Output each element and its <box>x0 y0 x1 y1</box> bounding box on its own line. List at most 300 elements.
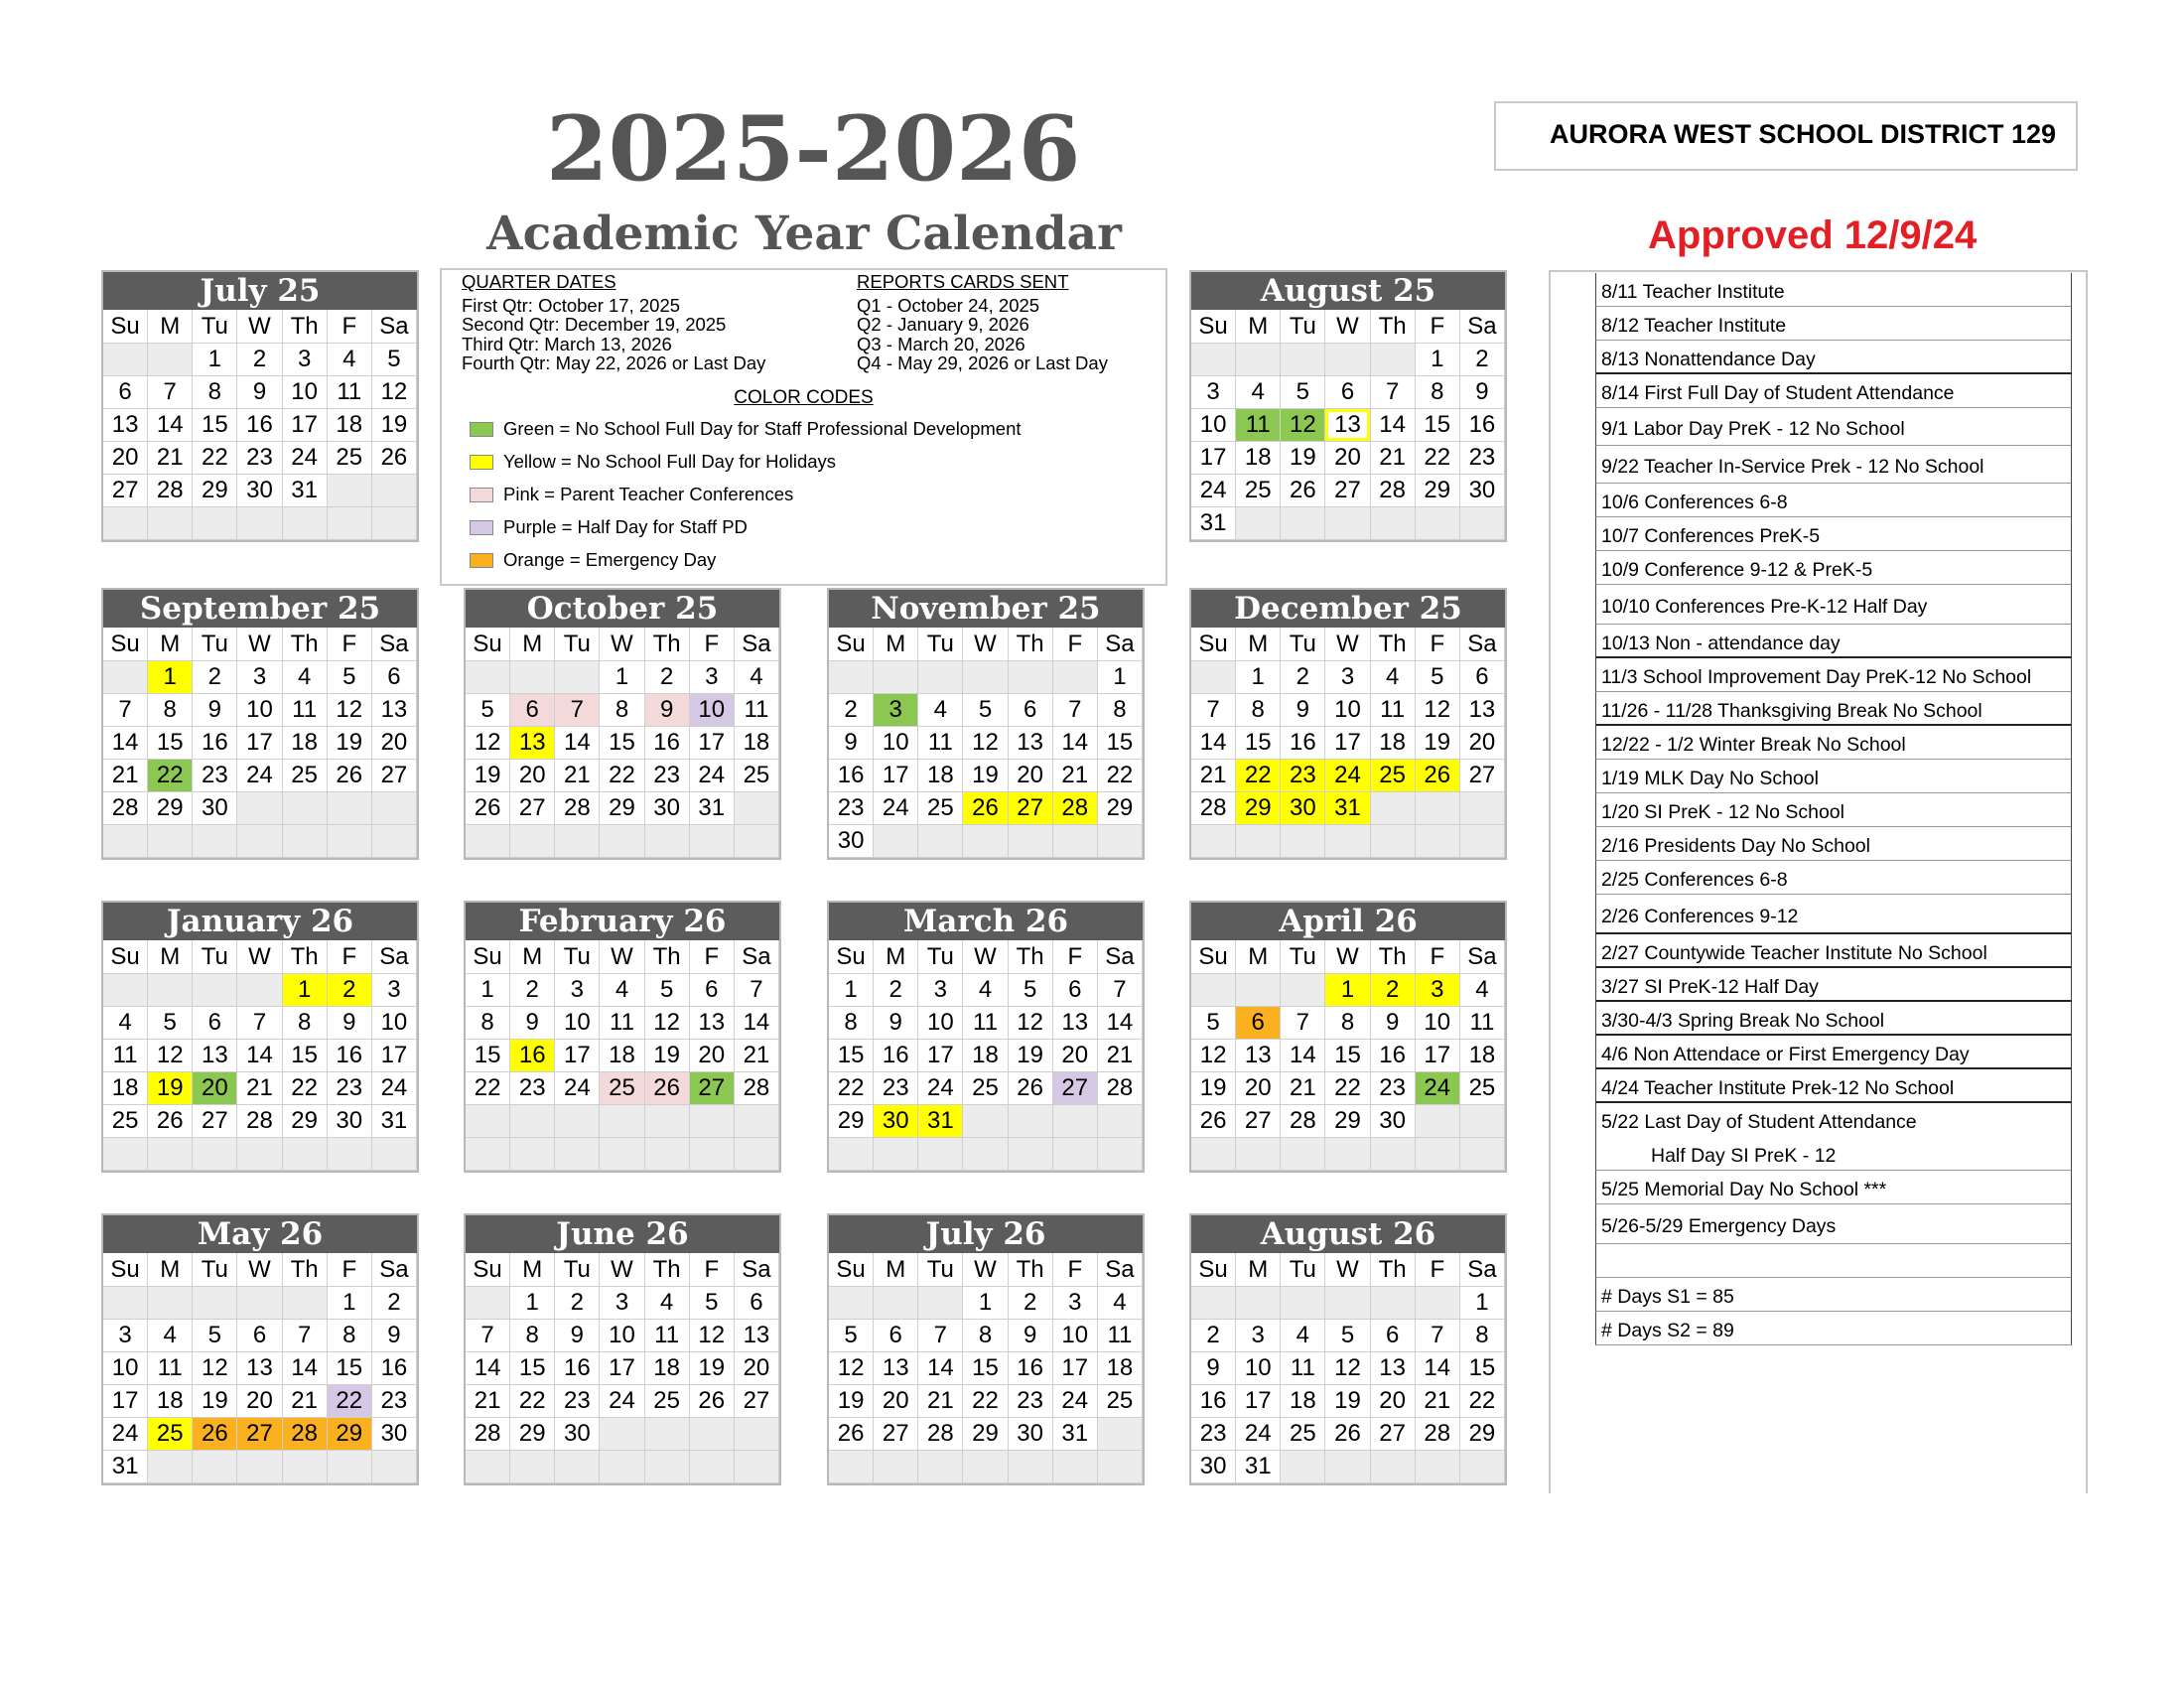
day-header: W <box>237 1253 282 1287</box>
day-cell: 29 <box>963 1418 1008 1451</box>
day-cell: 7 <box>148 376 193 409</box>
day-cell: 12 <box>193 1352 237 1385</box>
day-cell: 3 <box>283 344 328 376</box>
empty-day-cell <box>600 825 644 858</box>
day-header: Th <box>1371 310 1416 344</box>
empty-day-cell <box>690 1138 735 1171</box>
day-cell: 18 <box>735 727 779 760</box>
day-cell: 18 <box>283 727 328 760</box>
day-header: Su <box>1191 940 1236 974</box>
day-header: M <box>510 1253 555 1287</box>
empty-day-cell <box>466 661 510 694</box>
month-grid <box>1191 628 1505 858</box>
month-grid <box>103 940 417 1171</box>
day-header: Su <box>829 940 874 974</box>
day-header: W <box>963 1253 1008 1287</box>
day-cell: 3 <box>555 974 600 1007</box>
quarter-date-item: First Qtr: October 17, 2025 <box>462 294 681 316</box>
day-cell: 22 <box>963 1385 1008 1418</box>
empty-day-cell <box>1281 1451 1325 1483</box>
empty-day-cell <box>103 1287 148 1320</box>
day-cell: 27 <box>103 475 148 507</box>
day-cell: 21 <box>1098 1040 1143 1072</box>
event-row: 10/7 Conferences PreK-5 <box>1595 517 2072 551</box>
day-cell: 30 <box>1460 475 1505 507</box>
empty-day-cell <box>918 1138 963 1171</box>
day-header: M <box>1236 940 1281 974</box>
day-cell: 22 <box>283 1072 328 1105</box>
day-cell: 27 <box>1460 760 1505 792</box>
day-cell: 19 <box>372 409 417 442</box>
day-cell: 15 <box>963 1352 1008 1385</box>
empty-day-cell <box>237 1138 282 1171</box>
event-row: 11/26 - 11/28 Thanksgiving Break No School <box>1595 692 2072 726</box>
month-calendar <box>1189 901 1507 1173</box>
day-cell: 15 <box>193 409 237 442</box>
day-cell: 20 <box>1371 1385 1416 1418</box>
empty-day-cell <box>372 475 417 507</box>
day-cell: 4 <box>1236 376 1281 409</box>
empty-day-cell <box>1009 825 1053 858</box>
empty-day-cell <box>193 825 237 858</box>
empty-day-cell <box>1371 792 1416 825</box>
day-cell: 29 <box>510 1418 555 1451</box>
day-cell: 28 <box>918 1418 963 1451</box>
empty-day-cell <box>1053 1138 1098 1171</box>
day-cell: 2 <box>645 661 690 694</box>
day-cell: 23 <box>193 760 237 792</box>
empty-day-cell <box>829 661 874 694</box>
day-header: Sa <box>372 628 417 661</box>
month-calendar <box>1189 588 1507 860</box>
empty-day-cell <box>372 1451 417 1483</box>
day-cell: 6 <box>1460 661 1505 694</box>
day-cell: 5 <box>1191 1007 1236 1040</box>
event-row: 3/27 SI PreK-12 Half Day <box>1595 968 2072 1002</box>
day-header: Tu <box>193 310 237 344</box>
day-header: M <box>148 628 193 661</box>
day-cell: 4 <box>103 1007 148 1040</box>
day-cell: 2 <box>328 974 372 1007</box>
day-cell: 30 <box>1009 1418 1053 1451</box>
empty-day-cell <box>645 1105 690 1138</box>
day-cell: 26 <box>1281 475 1325 507</box>
day-cell: 30 <box>1191 1451 1236 1483</box>
day-cell: 18 <box>328 409 372 442</box>
day-header: Th <box>645 1253 690 1287</box>
day-cell: 21 <box>237 1072 282 1105</box>
day-header: Tu <box>918 1253 963 1287</box>
day-header: F <box>1053 940 1098 974</box>
event-row: 12/22 - 1/2 Winter Break No School <box>1595 726 2072 760</box>
day-cell: 26 <box>963 792 1008 825</box>
day-header: Su <box>1191 628 1236 661</box>
day-cell: 8 <box>193 376 237 409</box>
day-cell: 13 <box>103 409 148 442</box>
day-cell: 27 <box>510 792 555 825</box>
day-cell: 7 <box>1281 1007 1325 1040</box>
empty-day-cell <box>645 825 690 858</box>
day-cell: 6 <box>372 661 417 694</box>
day-cell: 9 <box>237 376 282 409</box>
day-cell: 8 <box>963 1320 1008 1352</box>
day-cell: 14 <box>466 1352 510 1385</box>
day-cell: 21 <box>103 760 148 792</box>
day-cell: 21 <box>1053 760 1098 792</box>
empty-day-cell <box>328 792 372 825</box>
day-cell: 1 <box>963 1287 1008 1320</box>
day-cell: 10 <box>237 694 282 727</box>
day-cell: 5 <box>690 1287 735 1320</box>
day-cell: 11 <box>600 1007 644 1040</box>
day-cell: 22 <box>510 1385 555 1418</box>
month-calendar <box>464 1213 781 1485</box>
day-cell: 12 <box>1416 694 1460 727</box>
day-cell: 14 <box>918 1352 963 1385</box>
day-cell: 1 <box>1416 344 1460 376</box>
day-cell: 5 <box>645 974 690 1007</box>
day-header: Sa <box>372 940 417 974</box>
legend-label: Pink = Parent Teacher Conferences <box>503 484 794 504</box>
month-title: July 25 <box>103 272 417 310</box>
day-header: Su <box>103 940 148 974</box>
day-cell: 30 <box>645 792 690 825</box>
day-cell: 16 <box>1460 409 1505 442</box>
day-cell: 22 <box>466 1072 510 1105</box>
day-cell: 18 <box>1371 727 1416 760</box>
empty-day-cell <box>466 1287 510 1320</box>
day-cell: 6 <box>1371 1320 1416 1352</box>
event-row: 2/25 Conferences 6-8 <box>1595 861 2072 895</box>
day-cell: 27 <box>1053 1072 1098 1105</box>
day-cell: 12 <box>148 1040 193 1072</box>
empty-day-cell <box>1460 507 1505 540</box>
day-cell: 1 <box>600 661 644 694</box>
day-cell: 18 <box>148 1385 193 1418</box>
day-cell: 20 <box>103 442 148 475</box>
day-cell: 23 <box>555 1385 600 1418</box>
day-cell: 5 <box>372 344 417 376</box>
day-cell: 9 <box>645 694 690 727</box>
empty-day-cell <box>328 1451 372 1483</box>
day-cell: 31 <box>690 792 735 825</box>
day-header: Sa <box>372 1253 417 1287</box>
month-grid <box>829 1253 1143 1483</box>
empty-day-cell <box>963 661 1008 694</box>
day-header: Sa <box>735 940 779 974</box>
day-header: Sa <box>735 1253 779 1287</box>
event-row: 8/11 Teacher Institute <box>1595 273 2072 307</box>
empty-day-cell <box>1281 507 1325 540</box>
day-cell: 3 <box>874 694 918 727</box>
day-cell: 28 <box>103 792 148 825</box>
calendar-title: 2025-2026 <box>546 96 1081 202</box>
day-cell: 5 <box>466 694 510 727</box>
day-cell: 24 <box>103 1418 148 1451</box>
legend-swatch <box>470 520 493 535</box>
empty-day-cell <box>1009 1451 1053 1483</box>
event-row: 2/27 Countywide Teacher Institute No School <box>1595 934 2072 968</box>
day-cell: 8 <box>1098 694 1143 727</box>
day-header: W <box>237 628 282 661</box>
day-cell: 16 <box>372 1352 417 1385</box>
quarter-dates-heading: QUARTER DATES <box>462 271 616 292</box>
month-grid <box>829 940 1143 1171</box>
day-cell: 8 <box>510 1320 555 1352</box>
day-cell: 6 <box>874 1320 918 1352</box>
day-cell: 13 <box>1460 694 1505 727</box>
day-header: Tu <box>193 628 237 661</box>
day-cell: 30 <box>372 1418 417 1451</box>
empty-day-cell <box>918 825 963 858</box>
empty-day-cell <box>148 825 193 858</box>
event-row: 1/19 MLK Day No School <box>1595 760 2072 793</box>
day-cell: 17 <box>1236 1385 1281 1418</box>
day-header: Tu <box>555 628 600 661</box>
day-header: Su <box>1191 310 1236 344</box>
month-calendar <box>827 588 1145 860</box>
empty-day-cell <box>1371 1138 1416 1171</box>
day-cell: 26 <box>148 1105 193 1138</box>
day-cell: 8 <box>1325 1007 1370 1040</box>
day-cell: 9 <box>193 694 237 727</box>
day-cell: 12 <box>690 1320 735 1352</box>
day-cell: 30 <box>874 1105 918 1138</box>
day-cell: 6 <box>1236 1007 1281 1040</box>
day-cell: 20 <box>874 1385 918 1418</box>
day-header: F <box>690 1253 735 1287</box>
day-cell: 10 <box>555 1007 600 1040</box>
empty-day-cell <box>690 1418 735 1451</box>
day-cell: 20 <box>237 1385 282 1418</box>
day-cell: 1 <box>1325 974 1370 1007</box>
day-cell: 11 <box>1371 694 1416 727</box>
day-cell: 17 <box>874 760 918 792</box>
legend-label: Green = No School Full Day for Staff Professional Development <box>503 418 1022 439</box>
day-cell: 19 <box>148 1072 193 1105</box>
day-cell: 26 <box>645 1072 690 1105</box>
day-cell: 24 <box>555 1072 600 1105</box>
day-cell: 4 <box>148 1320 193 1352</box>
month-title: July 26 <box>829 1215 1143 1253</box>
day-cell: 5 <box>829 1320 874 1352</box>
day-cell: 10 <box>372 1007 417 1040</box>
day-cell: 29 <box>283 1105 328 1138</box>
day-header: M <box>510 628 555 661</box>
day-cell: 5 <box>1325 1320 1370 1352</box>
day-cell: 13 <box>690 1007 735 1040</box>
empty-day-cell <box>1371 825 1416 858</box>
day-header: Th <box>1009 940 1053 974</box>
day-cell: 25 <box>645 1385 690 1418</box>
empty-day-cell <box>466 1105 510 1138</box>
empty-day-cell <box>963 825 1008 858</box>
month-grid <box>829 628 1143 858</box>
day-cell: 10 <box>283 376 328 409</box>
day-cell: 26 <box>193 1418 237 1451</box>
empty-day-cell <box>555 1105 600 1138</box>
day-cell: 8 <box>829 1007 874 1040</box>
day-cell: 8 <box>283 1007 328 1040</box>
day-cell: 25 <box>1460 1072 1505 1105</box>
day-cell: 13 <box>874 1352 918 1385</box>
day-header: Su <box>103 1253 148 1287</box>
day-cell: 27 <box>193 1105 237 1138</box>
day-cell: 20 <box>1236 1072 1281 1105</box>
day-cell: 19 <box>1416 727 1460 760</box>
day-cell: 27 <box>735 1385 779 1418</box>
day-cell: 14 <box>735 1007 779 1040</box>
day-cell: 2 <box>1009 1287 1053 1320</box>
day-cell: 24 <box>1053 1385 1098 1418</box>
event-row: 9/1 Labor Day PreK - 12 No School <box>1595 408 2072 446</box>
day-cell: 13 <box>735 1320 779 1352</box>
day-header: M <box>148 310 193 344</box>
day-header: F <box>328 310 372 344</box>
day-cell: 16 <box>645 727 690 760</box>
empty-day-cell <box>148 974 193 1007</box>
empty-day-cell <box>600 1138 644 1171</box>
day-cell: 16 <box>555 1352 600 1385</box>
day-cell: 17 <box>237 727 282 760</box>
day-cell: 24 <box>874 792 918 825</box>
empty-day-cell <box>372 825 417 858</box>
day-cell: 18 <box>1281 1385 1325 1418</box>
day-cell: 20 <box>1009 760 1053 792</box>
day-cell: 31 <box>372 1105 417 1138</box>
empty-day-cell <box>148 1451 193 1483</box>
day-header: Tu <box>1281 1253 1325 1287</box>
event-row: 8/12 Teacher Institute <box>1595 307 2072 341</box>
month-calendar <box>464 588 781 860</box>
day-cell: 22 <box>1460 1385 1505 1418</box>
empty-day-cell <box>103 1138 148 1171</box>
day-cell: 4 <box>963 974 1008 1007</box>
day-cell: 19 <box>328 727 372 760</box>
day-cell: 8 <box>1460 1320 1505 1352</box>
day-cell: 10 <box>874 727 918 760</box>
day-cell: 30 <box>829 825 874 858</box>
month-title: November 25 <box>829 590 1143 628</box>
empty-day-cell <box>372 507 417 540</box>
empty-day-cell <box>372 792 417 825</box>
day-cell: 26 <box>1416 760 1460 792</box>
empty-day-cell <box>1460 792 1505 825</box>
empty-day-cell <box>829 1287 874 1320</box>
day-cell: 23 <box>328 1072 372 1105</box>
empty-day-cell <box>103 507 148 540</box>
calendar-subtitle: Academic Year Calendar <box>486 207 1122 261</box>
empty-day-cell <box>918 1287 963 1320</box>
day-cell: 11 <box>735 694 779 727</box>
day-cell: 16 <box>237 409 282 442</box>
day-cell: 17 <box>103 1385 148 1418</box>
day-cell: 10 <box>1053 1320 1098 1352</box>
day-cell: 8 <box>466 1007 510 1040</box>
day-cell: 15 <box>283 1040 328 1072</box>
empty-day-cell <box>193 1138 237 1171</box>
day-cell: 31 <box>1191 507 1236 540</box>
empty-day-cell <box>1371 1451 1416 1483</box>
day-cell: 25 <box>600 1072 644 1105</box>
empty-day-cell <box>1325 825 1370 858</box>
day-cell: 6 <box>237 1320 282 1352</box>
report-card-item: Q3 - March 20, 2026 <box>857 333 1025 354</box>
day-cell: 24 <box>690 760 735 792</box>
day-cell: 15 <box>148 727 193 760</box>
empty-day-cell <box>1236 974 1281 1007</box>
month-grid <box>1191 940 1505 1171</box>
day-cell: 2 <box>237 344 282 376</box>
day-cell: 13 <box>510 727 555 760</box>
empty-day-cell <box>510 661 555 694</box>
empty-day-cell <box>510 1105 555 1138</box>
day-cell: 6 <box>193 1007 237 1040</box>
day-cell: 23 <box>874 1072 918 1105</box>
day-cell: 7 <box>1053 694 1098 727</box>
day-cell: 11 <box>283 694 328 727</box>
empty-day-cell <box>328 507 372 540</box>
day-header: Th <box>645 628 690 661</box>
empty-day-cell <box>1460 1138 1505 1171</box>
day-cell: 11 <box>963 1007 1008 1040</box>
empty-day-cell <box>148 1287 193 1320</box>
day-cell: 28 <box>1098 1072 1143 1105</box>
day-cell: 20 <box>690 1040 735 1072</box>
day-cell: 17 <box>690 727 735 760</box>
day-cell: 12 <box>963 727 1008 760</box>
day-header: F <box>328 940 372 974</box>
day-cell: 1 <box>510 1287 555 1320</box>
day-cell: 30 <box>1281 792 1325 825</box>
day-cell: 13 <box>1236 1040 1281 1072</box>
day-cell: 17 <box>918 1040 963 1072</box>
day-cell: 9 <box>328 1007 372 1040</box>
day-header: W <box>1325 940 1370 974</box>
empty-day-cell <box>874 1287 918 1320</box>
empty-day-cell <box>193 1451 237 1483</box>
day-cell: 24 <box>372 1072 417 1105</box>
empty-day-cell <box>963 1138 1008 1171</box>
day-cell: 27 <box>874 1418 918 1451</box>
empty-day-cell <box>466 1138 510 1171</box>
day-cell: 4 <box>645 1287 690 1320</box>
day-cell: 27 <box>372 760 417 792</box>
day-cell: 17 <box>600 1352 644 1385</box>
day-cell: 25 <box>735 760 779 792</box>
empty-day-cell <box>963 1105 1008 1138</box>
day-cell: 1 <box>1460 1287 1505 1320</box>
day-cell: 13 <box>372 694 417 727</box>
month-title: August 26 <box>1191 1215 1505 1253</box>
day-cell: 21 <box>1371 442 1416 475</box>
day-cell: 28 <box>1371 475 1416 507</box>
color-codes-heading: COLOR CODES <box>734 387 874 408</box>
day-cell: 4 <box>1460 974 1505 1007</box>
day-cell: 23 <box>645 760 690 792</box>
day-header: Su <box>829 628 874 661</box>
day-cell: 4 <box>328 344 372 376</box>
day-cell: 2 <box>829 694 874 727</box>
empty-day-cell <box>1191 344 1236 376</box>
day-cell: 25 <box>1236 475 1281 507</box>
day-header: M <box>148 1253 193 1287</box>
day-header: Th <box>283 310 328 344</box>
day-header: W <box>1325 1253 1370 1287</box>
empty-day-cell <box>237 1451 282 1483</box>
day-header: W <box>237 940 282 974</box>
day-cell: 19 <box>690 1352 735 1385</box>
